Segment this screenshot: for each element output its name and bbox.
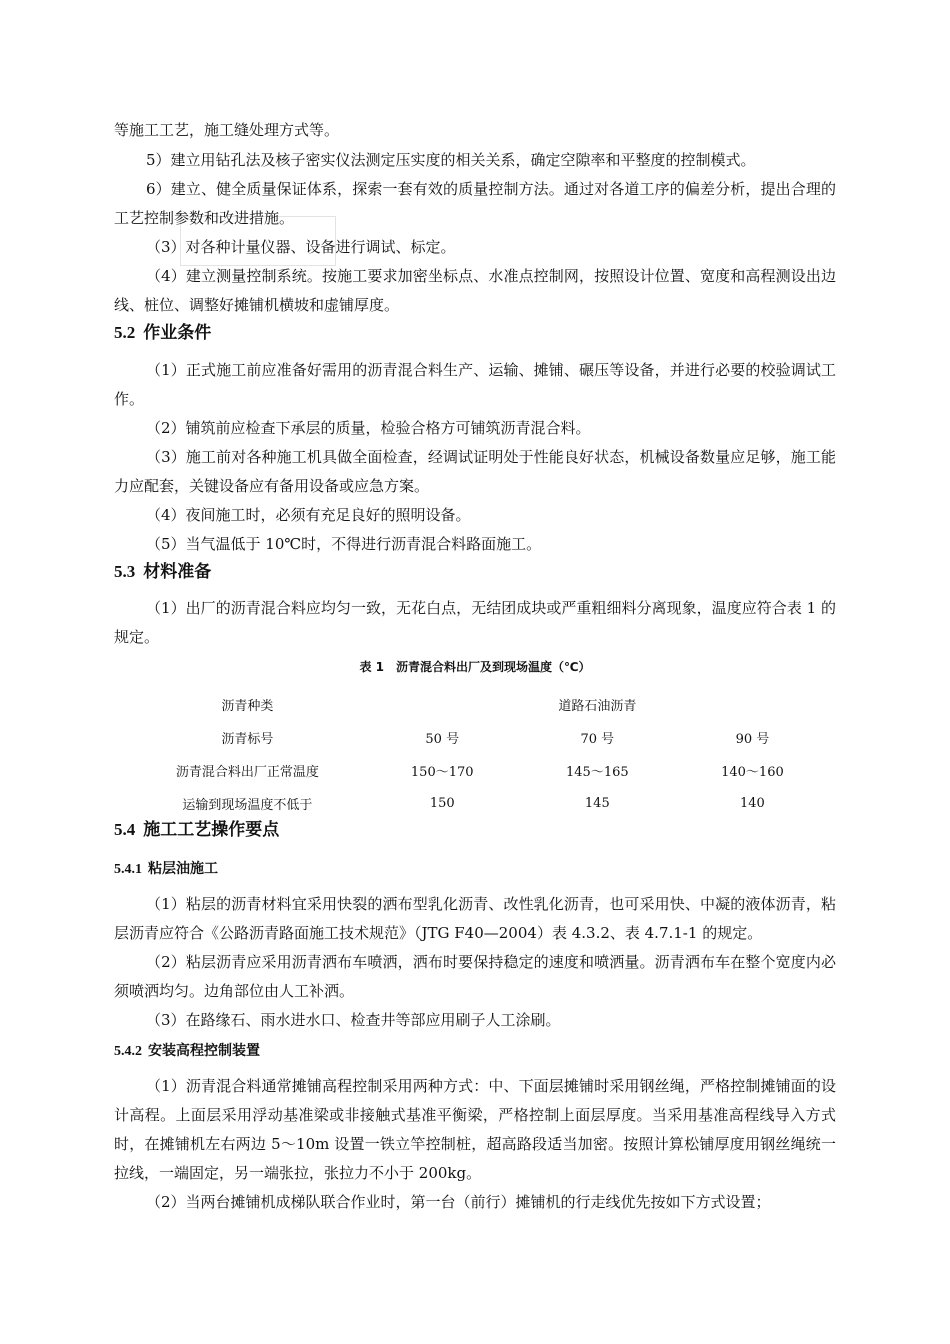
table-cell: 150 [429, 796, 455, 811]
table-cell: 145 [584, 796, 610, 811]
table-cell: 运输到现场温度不低于 [182, 798, 313, 813]
list-item: （4）夜间施工时，必须有充足良好的照明设备。 [146, 506, 471, 524]
section-number: 5.2 [114, 323, 136, 342]
table-cell: 沥青种类 [221, 699, 274, 714]
section-heading-5-4 [114, 818, 279, 842]
section-number: 5.3 [114, 562, 136, 581]
subsection-title: 粘层油施工 [148, 861, 218, 877]
table-cell: 140～160 [721, 765, 784, 780]
section-title: 施工工艺操作要点 [143, 820, 280, 840]
subsection-heading-5-4-1 [114, 858, 218, 881]
table-cell: 道路石油沥青 [558, 699, 637, 714]
table-cell: 140 [740, 796, 765, 811]
subsection-number: 5.4.2 [114, 1044, 142, 1059]
table-row [130, 787, 830, 820]
paragraph-item-6: 6）建立、健全质量保证体系，探索一套有效的质量控制方法。通过对各道工序的偏差分析，提出合理的工艺控制参数和改进措施。 [114, 180, 836, 227]
list-item: （3）在路缘石、雨水进水口、检查井等部应用刷子人工涂刷。 [146, 1011, 561, 1029]
section-heading-5-3 [114, 560, 211, 584]
paragraph-item-3: （3）对各种计量仪器、设备进行调试、标定。 [146, 238, 456, 256]
list-item: （1）出厂的沥青混合料应均匀一致，无花白点，无结团成块或严重粗细料分离现象，温度应符合表 1 的规定。 [114, 599, 836, 646]
table-cell: 150～170 [410, 765, 474, 780]
table-cell: 90 号 [735, 732, 770, 747]
section-heading-5-2 [114, 321, 211, 345]
subsection-number: 5.4.1 [114, 862, 142, 877]
table-caption: 表 1 沥青混合料出厂及到现场温度（℃） [359, 660, 591, 674]
subsection-title: 安装高程控制装置 [148, 1043, 260, 1059]
paragraph-item-4: （4）建立测量控制系统。按施工要求加密坐标点、水准点控制网，按照设计位置、宽度和高程测设出边线、桩位、调整好摊铺机横坡和虚铺厚度。 [114, 267, 836, 314]
table-cell: 145～165 [566, 765, 629, 780]
table-cell: 50 号 [425, 732, 460, 747]
table-cell: 沥青标号 [221, 732, 274, 747]
paragraph-item-5: 5）建立用钻孔法及核子密实仪法测定压实度的相关关系，确定空隙率和平整度的控制模式。 [146, 151, 756, 169]
list-item: （2）铺筑前应检查下承层的质量，检验合格方可铺筑沥青混合料。 [146, 419, 591, 437]
section-number: 5.4 [114, 820, 136, 839]
table-row [130, 688, 830, 721]
list-item: （1）正式施工前应准备好需用的沥青混合料生产、运输、摊铺、碾压等设备，并进行必要的校验调试工作。 [114, 361, 836, 408]
table-row [130, 721, 830, 754]
subsection-heading-5-4-2 [114, 1040, 260, 1063]
list-item: （5）当气温低于 10℃时，不得进行沥青混合料路面施工。 [146, 535, 542, 553]
temperature-table [130, 688, 830, 820]
paragraph-continuation: 等施工工艺，施工缝处理方式等。 [114, 121, 340, 139]
list-item: （2）当两台摊铺机成梯队联合作业时，第一台（前行）摊铺机的行走线优先按如下方式设置； [146, 1193, 771, 1211]
table-cell: 70 号 [580, 732, 615, 747]
section-title: 作业条件 [143, 323, 212, 343]
list-item: （1）沥青混合料通常摊铺高程控制采用两种方式：中、下面层摊铺时采用钢丝绳，严格控制摊铺面的设计高程。上面层采用浮动基准梁或非接触式基准平衡梁，严格控制上面层厚度。当采用基准高程线导入方式时，在摊铺机左右两边 5～10m 设置一铁立竿控制桩，超高路段适当加密。按照计算松铺厚度用钢丝绳统一拉线，一端固定，另一端张拉，张拉力不小于 200kg。 [114, 1077, 836, 1182]
section-title: 材料准备 [143, 562, 212, 582]
table-cell: 沥青混合料出厂正常温度 [175, 765, 319, 780]
list-item: （1）粘层的沥青材料宜采用快裂的洒布型乳化沥青、改性乳化沥青，也可采用快、中凝的液体沥青，粘层沥青应符合《公路沥青路面施工技术规范》（JTG F40—2004）表 4.3.2、表 4.7.1-1 的规定。 [114, 895, 836, 942]
list-item: （3）施工前对各种施工机具做全面检查，经调试证明处于性能良好状态，机械设备数量应足够，施工能力应配套，关键设备应有备用设备或应急方案。 [114, 448, 836, 495]
list-item: （2）粘层沥青应采用沥青洒布车喷洒，洒布时要保持稳定的速度和喷洒量。沥青洒布车在整个宽度内必须喷洒均匀。边角部位由人工补洒。 [114, 953, 836, 1000]
table-row [130, 754, 830, 787]
